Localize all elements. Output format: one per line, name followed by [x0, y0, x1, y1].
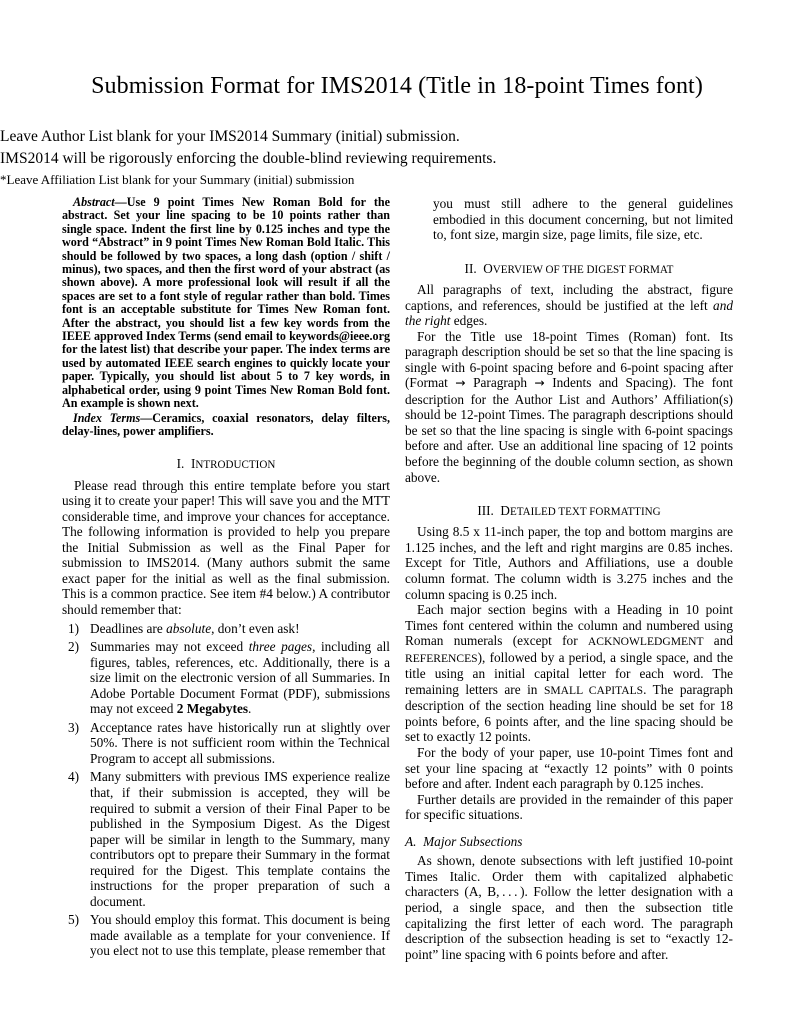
- arrow-icon: →: [455, 376, 466, 391]
- formatting2-text-d: . The paragraph description of the section heading line should be set for 18 points before, 6 points after, and the line spacing should be set to exactly 12 points.: [405, 681, 733, 745]
- author-line-1: Leave Author List blank for your IMS2014 Summary (initial) submission.: [0, 128, 460, 146]
- formatting-paragraph-3: For the body of your paper, use 10-point Times font and set your line spacing at “exactly 12 points” with 0 points before and after. Indent each paragraph by 0.125 inches.: [405, 745, 733, 792]
- overview2-text-a: For the Title use 18-point Times (Roman) font. Its paragraph description should be set so that the line spacing is single with 6-point spacing before and 6-point spacing after (Format: [405, 328, 733, 391]
- list-item-text-b: , don’t even ask!: [211, 620, 300, 636]
- section-numeral: III.: [477, 503, 494, 519]
- overview2-text-b: Paragraph: [465, 375, 535, 391]
- list-item-text-a: You should employ this format. This document is being made available as a template for your convenience. If you elect not to use this template, please remember that: [90, 912, 390, 959]
- index-terms-label: Index Terms: [73, 410, 141, 425]
- abstract-text: Use 9 point Times New Roman Bold for the abstract. Set your line spacing to be 10 points rather than single space. Indent the first line by 0.125 inches and type the word “Abstract” in 9 point Times New Roman Bold Italic. This should be followed by two spaces, a long dash (option / shift / minus), two spaces, and then the first word of your abstract (as shown above). A more professional look will result if all the spaces are set to a font style of regular rather than bold. Times font is an acceptable substitute for Times New Roman font. After the abstract, you should list a few key words from the IEEE approved Index Terms (send email to keywords@ieee.org for the latest list) that describe your paper. The index terms are used by automated IEEE search engines to quickly locate your paper. Typically, you should list about 5 to 7 key words, in alphabetical order, using 9 point Times New Roman Bold font. An example is shown next.: [62, 195, 390, 411]
- arrow-icon: →: [534, 376, 545, 391]
- abstract-label: Abstract: [73, 195, 115, 209]
- formatting-paragraph-1: Using 8.5 x 11-inch paper, the top and bottom margins are 1.125 inches, and the left and right margins are 0.85 inches. Except for Title, Authors and Affiliations, use a double column format. The column width is 3.275 inches and the column spacing is 0.25 inch.: [405, 524, 733, 602]
- affiliation-note: *Leave Affiliation List blank for your Summary (initial) submission: [0, 172, 355, 188]
- author-block: [0, 126, 794, 190]
- list-item-marker: 5): [68, 912, 80, 928]
- abstract-dash: —: [114, 195, 127, 209]
- formatting-paragraph-4: Further details are provided in the remainder of this paper for specific situations.: [405, 791, 733, 823]
- section-heading-formatting: [405, 503, 733, 519]
- left-column: [62, 196, 390, 962]
- list-item: [62, 769, 390, 909]
- index-terms-text: Ceramics, coaxial resonators, delay filters, delay-lines, power amplifiers.: [62, 410, 390, 438]
- subsection-letter: A.: [405, 833, 417, 849]
- formatting-paragraph-2: [405, 602, 733, 745]
- list-item-marker: 2): [68, 639, 80, 655]
- section-title-rest: ETAILED TEXT FORMATTING: [509, 506, 661, 519]
- list-item-text-a: Deadlines are: [90, 620, 167, 636]
- list-item: [62, 912, 390, 959]
- section-heading-overview: [405, 261, 733, 277]
- subsection-a-paragraph-1: As shown, denote subsections with left justified 10-point Times Italic. Order them with capitalized alphabetic characters (A, B, . . . ). Follow the letter designation with a period, a single space, and then the subsection title capitalizing the first letter of each word. The paragraph description of the subsection heading is set to “exactly 12-point” line spacing with 6 points before and after.: [405, 853, 733, 962]
- list-item: [62, 720, 390, 767]
- section-title-first-letter: I: [190, 456, 196, 472]
- list-item-emphasis: absolute: [166, 620, 212, 636]
- right-column: [405, 196, 733, 962]
- section-title-rest: NTRODUCTION: [195, 459, 276, 472]
- overview-paragraph-1: [405, 282, 733, 329]
- introduction-paragraph-1: Please read through this entire template before you start using it to create your paper! This will save you and the MTT considerable time, and improve your chances for acceptance. The following information is provided to help you prepare the Initial Submission as well as the Final Paper for submission to IMS2014. (Many authors submit the same exact paper for the initial as well as the final submission. This is a common practice. See item #4 below.) A contributor should remember that:: [62, 477, 390, 617]
- list-item-marker: 4): [68, 769, 80, 785]
- list-item-strong: 2 Megabytes: [176, 701, 249, 717]
- guidelines-list: [62, 621, 390, 959]
- section-numeral: II.: [464, 260, 477, 276]
- section-numeral: I.: [176, 456, 185, 472]
- formatting2-text-a: Each major section begins with a Heading in 10 point Times font centered within the column and numbered using Roman numerals (except for: [405, 602, 733, 649]
- section-title-first-letter: D: [500, 503, 510, 519]
- list-item: [62, 621, 390, 637]
- formatting2-text-c: ), followed by a period, a single space, and the title using an initial capital letter for each word. The remaining letters are in: [405, 649, 733, 697]
- overview2-text-c: Indents and Spacing). The font description for the Author List and Authors’ Affiliation(s) should be 12-point Times. The paragraph descriptions should be set so that the line spacing is single with 6-point spacings before and after. Use an additional line spacing of 12 points before the beginning of the double column section, as shown above.: [405, 375, 733, 485]
- overview-paragraph-2: [405, 329, 733, 485]
- list-item-text-a: Acceptance rates have historically run at slightly over 50%. There is not sufficient room within the Technical Program to accept all submissions.: [90, 719, 390, 766]
- acknowledgment-smallcaps: ACKNOWLEDGMENT: [587, 635, 704, 649]
- list-item-text-b: , including all figures, tables, references, etc. Additionally, there is a size limit on the electronic version of all Summaries. In Adobe Portable Document Format (PDF), submissions may not exceed: [90, 639, 390, 717]
- continuation-paragraph: you must still adhere to the general guidelines embodied in this document concerning, but not limited to, font size, margin size, page limits, file size, etc.: [433, 196, 733, 243]
- paper-header: [0, 0, 794, 190]
- section-title-rest: VERVIEW OF THE DIGEST FORMAT: [492, 263, 674, 276]
- index-terms-paragraph: [62, 412, 390, 439]
- list-item-text-a: Many submitters with previous IMS experience realize that, if their submission is accepted, they will be required to submit a version of their Final Paper to be published in the Symposium Digest. As the Digest paper will be similar in length to the Summary, many contributors opt to prepare their Summary in the format required for the Digest. This template contains the instructions for the proper preparation of such a document.: [90, 769, 390, 909]
- author-line-2: IMS2014 will be rigorously enforcing the double-blind reviewing requirements.: [0, 149, 497, 167]
- list-item-marker: 3): [68, 719, 80, 735]
- list-item-text-a: Summaries may not exceed: [90, 639, 249, 655]
- subsection-title: Major Subsections: [423, 833, 523, 849]
- overview-text-b: edges.: [450, 313, 488, 329]
- subsection-heading-major-subsections: [405, 834, 733, 850]
- page-title: Submission Format for IMS2014 (Title in 18-point Times font): [91, 73, 703, 99]
- formatting2-text-b: and: [703, 633, 733, 649]
- index-terms-dash: —: [140, 410, 153, 425]
- list-item: [62, 639, 390, 717]
- overview-text-a: All paragraphs of text, including the abstract, figure captions, and references, should be justified at the left: [405, 281, 733, 313]
- list-item-emphasis: three pages: [248, 639, 313, 655]
- two-column-body: [62, 196, 733, 962]
- list-item-text-c: .: [248, 701, 252, 717]
- small-capitals-smallcaps: SMALL CAPITALS: [543, 683, 644, 697]
- section-title-first-letter: O: [483, 260, 493, 276]
- overview-emphasis: and the right: [405, 297, 733, 329]
- list-item-marker: 1): [68, 620, 80, 636]
- references-smallcaps: REFERENCES: [405, 651, 478, 665]
- abstract-paragraph: [62, 196, 390, 411]
- section-heading-introduction: [62, 456, 390, 472]
